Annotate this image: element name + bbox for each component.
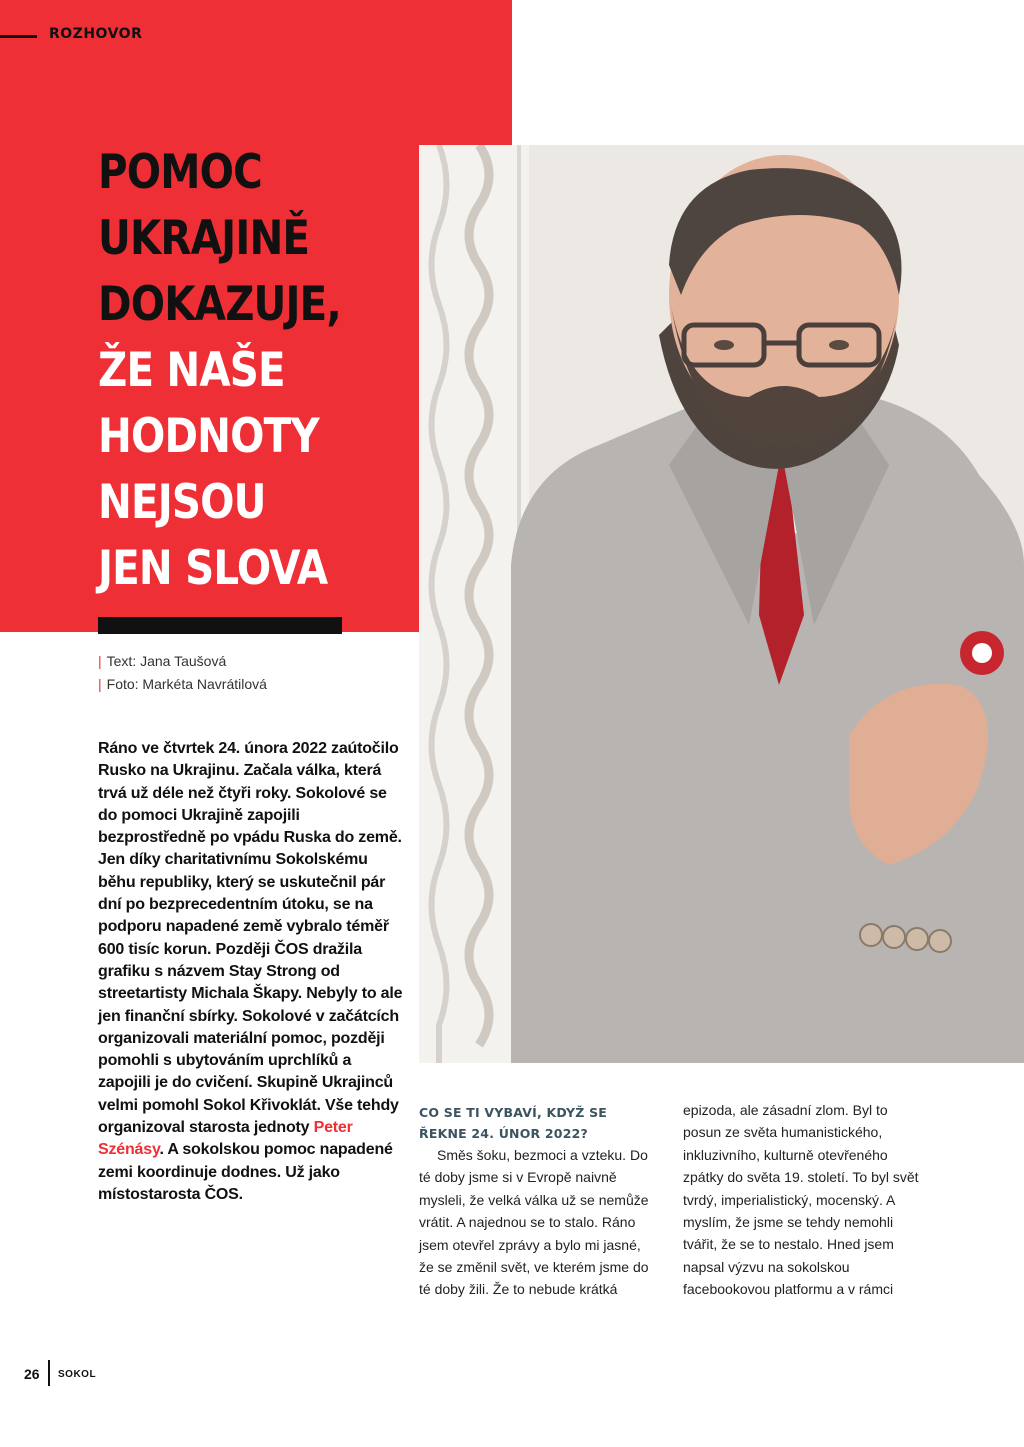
lead-paragraph: [98, 738, 408, 1206]
page-number: 26: [24, 1366, 40, 1382]
lead-name-highlight: Peter Szénásy: [98, 1119, 353, 1159]
headline-line: JEN SLOVA: [98, 541, 328, 596]
headline-line: ŽE NAŠE: [98, 343, 285, 398]
headline-line: POMOC: [98, 145, 262, 200]
credit-bar: |: [98, 653, 102, 669]
headline-line: HODNOTY: [98, 409, 319, 464]
credit-bar: |: [98, 676, 102, 692]
interview-column-1: [419, 1102, 651, 1301]
magazine-name: SOKOL: [58, 1369, 97, 1380]
headline: [98, 140, 373, 602]
headline-line: UKRAJINĚ: [98, 211, 310, 266]
headline-line: NEJSOU: [98, 475, 266, 530]
credit-text: | Text: Jana Taušová: [98, 653, 227, 669]
interview-question: CO SE TI VYBAVÍ, KDYŽ SE ŘEKNE 24. ÚNOR 2022?: [419, 1105, 608, 1141]
headline-line: DOKAZUJE,: [98, 277, 341, 332]
section-label: ROZHOVOR: [49, 26, 143, 42]
portrait-photo: [419, 145, 1024, 1063]
folio-divider: [48, 1360, 50, 1386]
section-rule: [0, 35, 37, 38]
headline-underline-bar: [98, 617, 342, 634]
lead-text: Ráno ve čtvrtek 24. února 2022 zaútočilo Rusko na Ukrajinu. Začala válka, která trvá už déle než čtyři roky. Sokolové se do pomoci Ukrajině zapojili bezprostředně po vpádu Ruska do země. Jen díky charitativnímu Sokolskému běhu republiky, který se uskutečnil pár dní po bezprecedentním útoku, se na podporu napadené země vybralo téměř 600 tisíc korun. Později ČOS dražila grafiku s názvem Stay Strong od streetartisty Michala Škapy. Nebyly to ale jen finanční sbírky. Sokolové v začátcích organizovali materiální pomoc, později pomohli s ubytováním uprchlíků a zapojili je do cvičení. Skupině Ukrajinců velmi pomohl Sokol Křivoklát. Vše tehdy organizoval starosta jednoty: [98, 740, 403, 1137]
interview-answer-continued: epizoda, ale zásadní zlom. Byl to posun ze světa humanistického, inkluzivního, kulturně otevřeného zpátky do světa 19. století. To byl svět tvrdý, imperialistický, mocenský. A myslím, že jsme se tehdy nemohli tvářit, že se to nestalo. Hned jsem napsal výzvu na sokolskou facebookovou platformu a v rámci: [683, 1102, 919, 1298]
lead-text-end: . A sokolskou pomoc napadené zemi koordinuje dodnes. Už jako místostarosta ČOS.: [98, 1141, 393, 1203]
interview-column-2: [683, 1099, 919, 1301]
credits: [98, 650, 267, 696]
interview-answer: Směs šoku, bezmoci a vzteku. Do té doby jsme si v Evropě naivně mysleli, že velká válka už se nemůže vrátit. A najednou se to stalo. Ráno jsem otevřel zprávy a bylo mi jasné, že se změnil svět, ve kterém jsme do té doby žili. Že to nebude krátká: [419, 1147, 649, 1298]
credit-photo: | Foto: Markéta Navrátilová: [98, 676, 267, 692]
